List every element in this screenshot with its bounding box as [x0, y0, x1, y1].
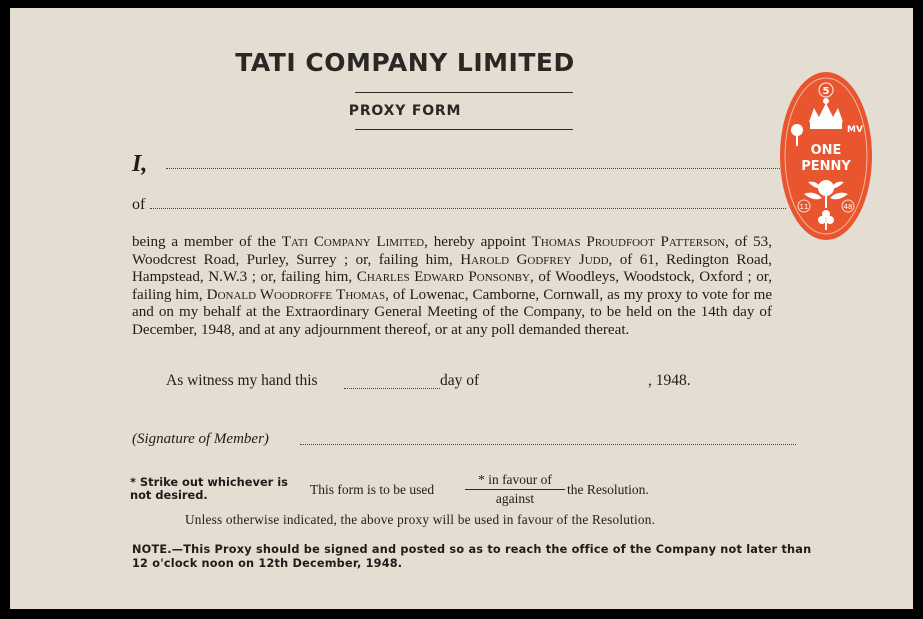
- strike-out-note: * Strike out whichever is not desired.: [130, 475, 288, 502]
- address-field-line[interactable]: [150, 208, 786, 209]
- default-proxy-note: Unless otherwise indicated, the above proxy will be used in favour of the Resolution.: [185, 512, 656, 527]
- proxy-form-card: [10, 8, 913, 609]
- appointment-paragraph: being a member of the Tati Company Limited, hereby appoint Thomas Proudfoot Patterson, of 53, Woodcrest Road, Purley, Surrey ; or, failing him, Harold Godfrey Judd, of 61, Redington Road, Hampstead, N.W.3 ; or, failing him, Charles Edward Ponsonby, of Woodleys, Woodstock, Oxford ; or, failing him, Donald Woodroffe Thomas, of Lowenac, Camborne, Cornwall, as my proxy to vote for me and on my behalf at the Extraordinary General Meeting of the Company, to be held on the 14th day of December, 1948, and at any adjournment thereof, or at any poll demanded thereat.: [132, 234, 773, 338]
- signature-label: (Signature of Member): [132, 431, 269, 447]
- one-penny-stamp: [778, 70, 874, 242]
- i-label: I,: [132, 151, 148, 177]
- stamp-year-left: 11: [799, 203, 809, 211]
- title-rule-bottom: [355, 129, 573, 130]
- form-subtitle: PROXY FORM: [348, 103, 462, 119]
- stamp-year-right: 48: [843, 203, 853, 211]
- of-label: of: [132, 196, 146, 213]
- name-field-line[interactable]: [166, 168, 786, 169]
- title-rule-top: [355, 92, 573, 93]
- signature-field-line[interactable]: [300, 444, 796, 445]
- witness-prefix: As witness my hand this: [166, 372, 318, 389]
- resolution-options: [465, 472, 565, 507]
- witness-year: , 1948.: [648, 372, 691, 389]
- stamp-cypher: MV: [847, 125, 863, 135]
- option-against[interactable]: against: [495, 491, 535, 506]
- stamp-value-line2: PENNY: [801, 159, 851, 174]
- company-title: TATI COMPANY LIMITED: [235, 48, 575, 77]
- usage-prefix: This form is to be used: [310, 482, 435, 497]
- option-in-favour[interactable]: * in favour of: [465, 472, 565, 490]
- day-field-line[interactable]: [344, 388, 440, 389]
- usage-suffix: the Resolution.: [567, 482, 649, 497]
- stamp-top-value: 5: [822, 86, 830, 97]
- posting-note: NOTE.—This Proxy should be signed and posted so as to reach the office of the Company not later than 12 o'clock noon on 12th December, 1948.: [132, 543, 812, 570]
- stamp-value-line1: ONE: [810, 143, 842, 158]
- witness-day-of: day of: [440, 372, 480, 389]
